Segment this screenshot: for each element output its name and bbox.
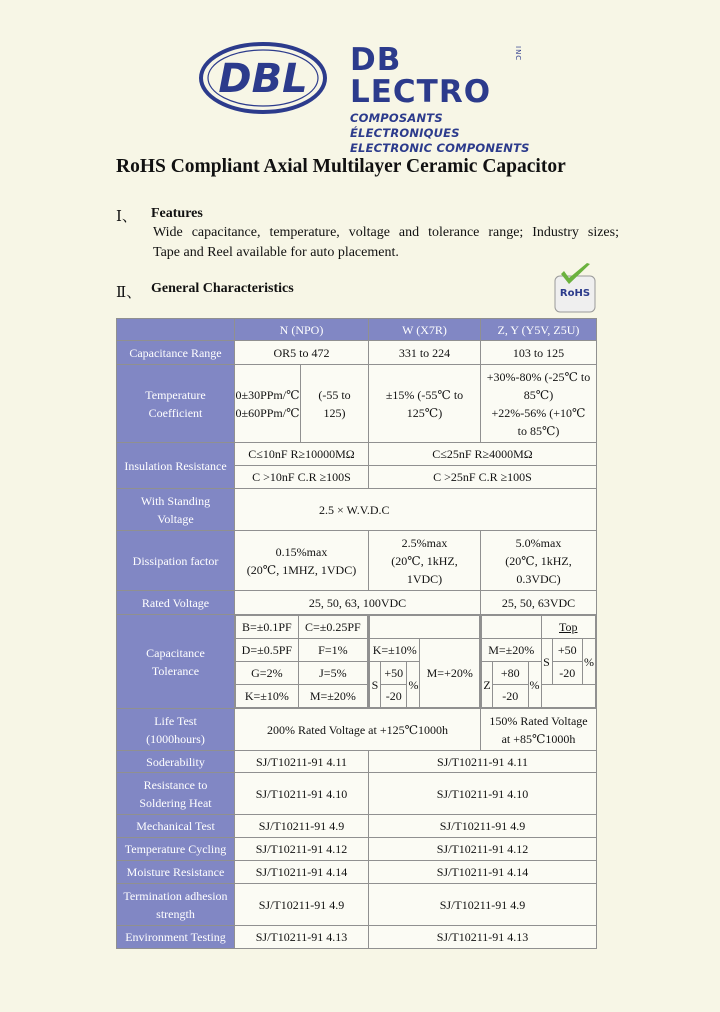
tol-j: J=5% xyxy=(298,662,367,685)
tol-y5v-plus80: +80 xyxy=(493,662,529,685)
header-x7r: W (X7R) xyxy=(369,319,481,341)
row-label-resistance-soldering xyxy=(117,773,235,815)
features-line-1: Wide capacitance, temperature, voltage and tolerance range; Industry sizes; xyxy=(153,225,619,240)
tolerance-label-2: Tolerance xyxy=(151,663,200,678)
tol-y5v-minus20b: -20 xyxy=(493,685,529,708)
section1-heading: Features xyxy=(151,206,203,221)
page-title: RoHS Compliant Axial Multilayer Ceramic Capacitor xyxy=(116,156,566,177)
cap-range-x7r: 331 to 224 xyxy=(369,341,481,365)
life-test-y5v-1: 150% Rated Voltage xyxy=(489,713,588,728)
environment-b: SJ/T10211-91 4.13 xyxy=(369,926,597,949)
rated-voltage-main: 25, 50, 63, 100VDC xyxy=(235,591,481,615)
life-test-y5v xyxy=(481,709,597,751)
mechanical-b: SJ/T10211-91 4.9 xyxy=(369,815,597,838)
dissipation-y5v-1: 5.0%max xyxy=(515,535,562,550)
resist-label-1: Resistance to xyxy=(143,777,208,792)
dissipation-x7r-3: 1VDC) xyxy=(406,571,443,586)
temp-coef-x7r-2: 125℃) xyxy=(406,405,443,420)
row-label-termination xyxy=(117,884,235,926)
moisture-a: SJ/T10211-91 4.14 xyxy=(235,861,369,884)
tolerance-npo-table xyxy=(235,615,368,708)
withstand-label-1: With Standing xyxy=(140,493,211,508)
tolerance-y5v-table xyxy=(481,615,596,708)
tol-k: K=±10% xyxy=(236,685,299,708)
temp-coef-label-1: Temperature xyxy=(145,387,206,402)
row-label-insulation: Insulation Resistance xyxy=(117,443,235,489)
tol-y5v-blank xyxy=(482,616,542,639)
tol-f: F=1% xyxy=(298,639,367,662)
header-y5v: Z, Y (Y5V, Z5U) xyxy=(481,319,597,341)
life-test-label-1: Life Test xyxy=(154,713,197,728)
dissipation-x7r-1: 2.5%max xyxy=(401,535,448,550)
tol-g: G=2% xyxy=(236,662,299,685)
term-label-1: Termination adhesion xyxy=(123,888,228,903)
tolerance-y5v-grid xyxy=(481,615,597,709)
insulation-rest-1: C≤25nF R≥4000MΩ xyxy=(369,443,597,466)
tol-m: M=±20% xyxy=(298,685,367,708)
row-label-temp-cycling: Temperature Cycling xyxy=(117,838,235,861)
header-npo: N (NPO) xyxy=(235,319,369,341)
row-label-rated-voltage: Rated Voltage xyxy=(117,591,235,615)
insulation-rest-2: C >25nF C.R ≥100S xyxy=(369,466,597,489)
withstand-value: 2.5 × W.V.D.C xyxy=(235,489,597,531)
temp-coef-npo-a2: 0±60PPm/℃ xyxy=(235,405,300,420)
row-label-capacitance-range: Capacitance Range xyxy=(117,341,235,365)
tol-y5v-top: Top xyxy=(541,616,596,639)
insulation-npo-1: C≤10nF R≥10000MΩ xyxy=(235,443,369,466)
temp-coef-npo-b1: (-55 to xyxy=(318,387,351,402)
tol-x7r-k: K=±10% xyxy=(370,639,420,662)
tol-c: C=±0.25PF xyxy=(298,616,367,639)
temp-coef-x7r xyxy=(369,365,481,443)
temp-coef-npo-b xyxy=(301,365,369,443)
row-label-soderability: Soderability xyxy=(117,751,235,773)
life-test-y5v-2: at +85℃1000h xyxy=(501,731,576,746)
row-label-tolerance xyxy=(117,615,235,709)
life-test-main: 200% Rated Voltage at +125℃1000h xyxy=(235,709,481,751)
tol-y5v-pct1: % xyxy=(583,639,596,685)
temp-coef-y5v-3: +22%-56% (+10℃ xyxy=(491,405,586,420)
section2-heading: General Characteristics xyxy=(151,281,294,296)
tol-y5v-z: Z xyxy=(482,662,493,708)
cap-range-y5v: 103 to 125 xyxy=(481,341,597,365)
tol-x7r-plus50: +50 xyxy=(381,662,407,685)
tol-x7r-m: M=+20% xyxy=(420,639,480,708)
termination-a: SJ/T10211-91 4.9 xyxy=(235,884,369,926)
termination-b: SJ/T10211-91 4.9 xyxy=(369,884,597,926)
life-test-label-2: (1000hours) xyxy=(146,731,205,746)
temp-coef-y5v-4: to 85℃) xyxy=(517,423,560,438)
brand-line-en: ELECTRONIC COMPONENTS xyxy=(350,141,530,155)
row-label-moisture: Moisture Resistance xyxy=(117,861,235,884)
row-label-temp-coefficient xyxy=(117,365,235,443)
moisture-b: SJ/T10211-91 4.14 xyxy=(369,861,597,884)
brand-name: DB LECTRO xyxy=(350,42,492,110)
temp-coef-npo-b2: 125) xyxy=(323,405,346,420)
temp-coef-npo-a xyxy=(235,365,301,443)
temp-coef-y5v-1: +30%-80% (-25℃ to xyxy=(486,369,591,384)
soderability-a: SJ/T10211-91 4.11 xyxy=(235,751,369,773)
tol-y5v-minus20: -20 xyxy=(552,662,583,685)
tolerance-x7r-grid xyxy=(369,615,481,709)
tolerance-npo-grid xyxy=(235,615,369,709)
company-logo xyxy=(198,40,328,121)
dissipation-x7r xyxy=(369,531,481,591)
row-label-environment: Environment Testing xyxy=(117,926,235,949)
row-label-life-test xyxy=(117,709,235,751)
characteristics-table xyxy=(116,318,597,949)
section2-number: Ⅱ、 xyxy=(116,285,142,301)
dissipation-npo-2: (20℃, 1MHZ, 1VDC) xyxy=(246,562,357,577)
brand-block xyxy=(350,44,530,156)
temp-coef-label-2: Coefficient xyxy=(148,405,203,420)
temp-coef-y5v xyxy=(481,365,597,443)
dissipation-x7r-2: (20℃, 1kHZ, xyxy=(391,553,458,568)
soderability-b: SJ/T10211-91 4.11 xyxy=(369,751,597,773)
tol-y5v-pct2: % xyxy=(528,662,541,708)
row-label-withstand xyxy=(117,489,235,531)
row-label-mechanical: Mechanical Test xyxy=(117,815,235,838)
rohs-label: RoHS xyxy=(559,288,591,299)
tol-x7r-s: S xyxy=(370,662,381,708)
brand-suffix: INC xyxy=(514,46,522,62)
tol-b: B=±0.1PF xyxy=(236,616,299,639)
temp-cycling-a: SJ/T10211-91 4.12 xyxy=(235,838,369,861)
resistance-soldering-a: SJ/T10211-91 4.10 xyxy=(235,773,369,815)
temp-coef-y5v-2: 85℃) xyxy=(523,387,554,402)
tol-y5v-m: M=±20% xyxy=(482,639,542,662)
tolerance-x7r-table xyxy=(369,615,480,708)
withstand-label-2: Voltage xyxy=(157,511,194,526)
temp-cycling-b: SJ/T10211-91 4.12 xyxy=(369,838,597,861)
row-label-dissipation: Dissipation factor xyxy=(117,531,235,591)
temp-coef-x7r-1: ±15% (-55℃ to xyxy=(385,387,464,402)
tol-y5v-s: S xyxy=(541,639,552,685)
dissipation-y5v-3: 0.3VDC) xyxy=(516,571,561,586)
rohs-badge xyxy=(552,262,598,319)
tol-x7r-minus20: -20 xyxy=(381,685,407,708)
header-blank xyxy=(117,319,235,341)
term-label-2: strength xyxy=(156,906,195,921)
resist-label-2: Soldering Heat xyxy=(139,795,212,810)
mechanical-a: SJ/T10211-91 4.9 xyxy=(235,815,369,838)
dissipation-npo-1: 0.15%max xyxy=(275,544,328,559)
tol-y5v-blank2 xyxy=(541,685,596,708)
brand-line-fr: COMPOSANTS ÉLECTRONIQUES xyxy=(350,111,460,140)
features-line-2: Tape and Reel available for auto placement. xyxy=(153,245,399,260)
dissipation-y5v-2: (20℃, 1kHZ, xyxy=(505,553,572,568)
dissipation-npo xyxy=(235,531,369,591)
dissipation-y5v xyxy=(481,531,597,591)
section1-number: Ⅰ、 xyxy=(116,209,137,225)
tol-x7r-blank xyxy=(370,616,480,639)
rohs-check-icon xyxy=(552,262,598,314)
tol-d: D=±0.5PF xyxy=(236,639,299,662)
tolerance-label-1: Capacitance xyxy=(146,645,205,660)
temp-coef-npo-a1: 0±30PPm/℃ xyxy=(235,387,300,402)
tol-x7r-pct: % xyxy=(407,662,420,708)
rated-voltage-y5v: 25, 50, 63VDC xyxy=(481,591,597,615)
insulation-npo-2: C >10nF C.R ≥100S xyxy=(235,466,369,489)
resistance-soldering-b: SJ/T10211-91 4.10 xyxy=(369,773,597,815)
cap-range-npo: OR5 to 472 xyxy=(235,341,369,365)
tol-y5v-plus50: +50 xyxy=(552,639,583,662)
environment-a: SJ/T10211-91 4.13 xyxy=(235,926,369,949)
logo-text: DBL xyxy=(218,56,308,102)
